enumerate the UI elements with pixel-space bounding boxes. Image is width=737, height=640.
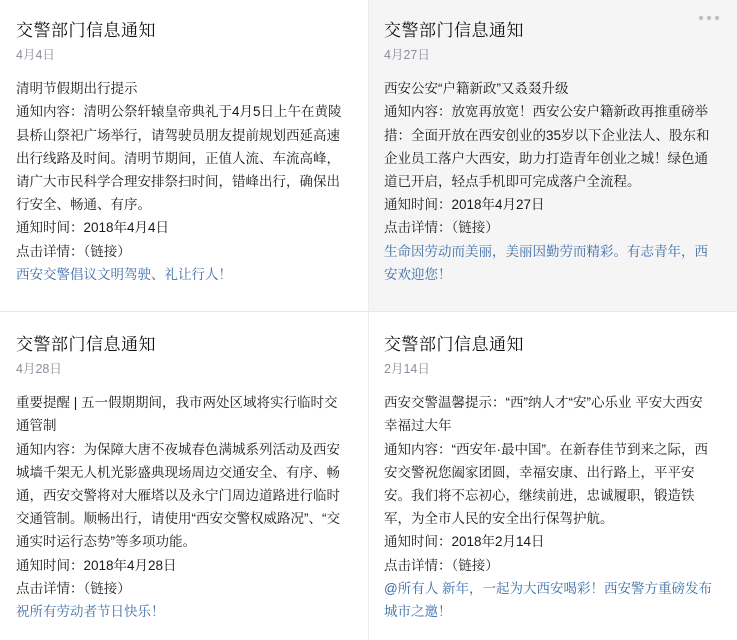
card-headline: 清明节假期出行提示 xyxy=(16,81,138,97)
card-headline: 重要提醒 | 五一假期期间，我市两处区域将实行临时交通管制 xyxy=(16,395,338,434)
card-content: 通知内容：“西安年·最中国”。在新春佳节到来之际，西安交警祝您阖家团圆，幸福安康、出行路上，平平安安。我们将不忘初心，继续前进，忠诚履职，锻造铁军，为全市人民的安全出行保驾护航。 xyxy=(384,441,708,527)
card-content: 通知内容：放宽再放宽！西安公安户籍新政再推重磅举措：全面开放在西安创业的35岁以下企业法人、股东和企业员工落户大西安，助力打造青年创业之城！绿色通道已开启，轻点手机即可完成落户全流程。 xyxy=(384,104,710,189)
notification-card-bottom-right[interactable] xyxy=(368,312,737,640)
card-slogan: 生命因劳动而美丽，美丽因勤劳而精彩。有志青年，西安欢迎您！ xyxy=(384,243,708,282)
card-title: 交警部门信息通知 xyxy=(16,21,156,40)
card-headline: 西安交警温馨提示：“西”纳人才“安”心乐业 平安大西安 幸福过大年 xyxy=(384,395,707,434)
notification-card-bottom-left[interactable] xyxy=(0,312,368,640)
card-content: 通知内容：清明公祭轩辕皇帝典礼于4月5日上午在黄陵县桥山祭祀广场举行，请驾驶员朋友提前规划西延高速出行线路及时间。清明节期间，正值人流、车流高峰，请广大市民科学合理安排祭扫时间，错峰出行，确保出行安全、畅通、有序。 xyxy=(16,104,342,213)
card-detail-link[interactable]: 点击详情：（链接） xyxy=(16,580,131,596)
card-title: 交警部门信息通知 xyxy=(16,335,156,354)
card-detail-link[interactable]: 点击详情：（链接） xyxy=(384,557,499,573)
dot-2 xyxy=(707,16,711,20)
card-title: 交警部门信息通知 xyxy=(384,21,524,40)
card-detail-link[interactable]: 点击详情：（链接） xyxy=(384,220,499,236)
card-notice-time: 通知时间：2018年4月4日 xyxy=(16,220,170,236)
notification-card-top-right[interactable] xyxy=(368,0,737,312)
card-content: 通知内容：为保障大唐不夜城春色满城系列活动及西安城墙千架无人机光影盛典现场周边交通安全、有序、畅通，西安交警将对大雁塔以及永宁门周边道路进行临时交通管制。顺畅出行，请使用“西安交警权威路况”、“交通实时运行态势”等多项功能。 xyxy=(16,441,340,550)
vertical-divider xyxy=(368,0,369,640)
card-headline: 西安公安“户籍新政”又叒叕升级 xyxy=(384,81,569,97)
card-detail-link[interactable]: 点击详情：（链接） xyxy=(16,243,131,259)
dot-1 xyxy=(699,16,703,20)
card-date: 4月4日 xyxy=(16,48,55,63)
card-notice-time: 通知时间：2018年4月28日 xyxy=(16,557,177,573)
more-options-icon[interactable] xyxy=(699,16,719,20)
card-slogan: 西安交警倡议文明驾驶、礼让行人！ xyxy=(16,266,232,282)
card-slogan: @所有人 新年，一起为大西安喝彩！西安警方重磅发布城市之邀！ xyxy=(384,580,712,620)
dot-3 xyxy=(715,16,719,20)
card-date: 4月28日 xyxy=(16,362,62,377)
card-notice-time: 通知时间：2018年4月27日 xyxy=(384,197,545,213)
notification-card-top-left[interactable] xyxy=(0,0,368,312)
card-date: 2月14日 xyxy=(384,362,430,377)
card-slogan: 祝所有劳动者节日快乐！ xyxy=(16,604,165,620)
card-date: 4月27日 xyxy=(384,48,430,63)
card-notice-time: 通知时间：2018年2月14日 xyxy=(384,534,545,550)
card-title: 交警部门信息通知 xyxy=(384,335,524,354)
